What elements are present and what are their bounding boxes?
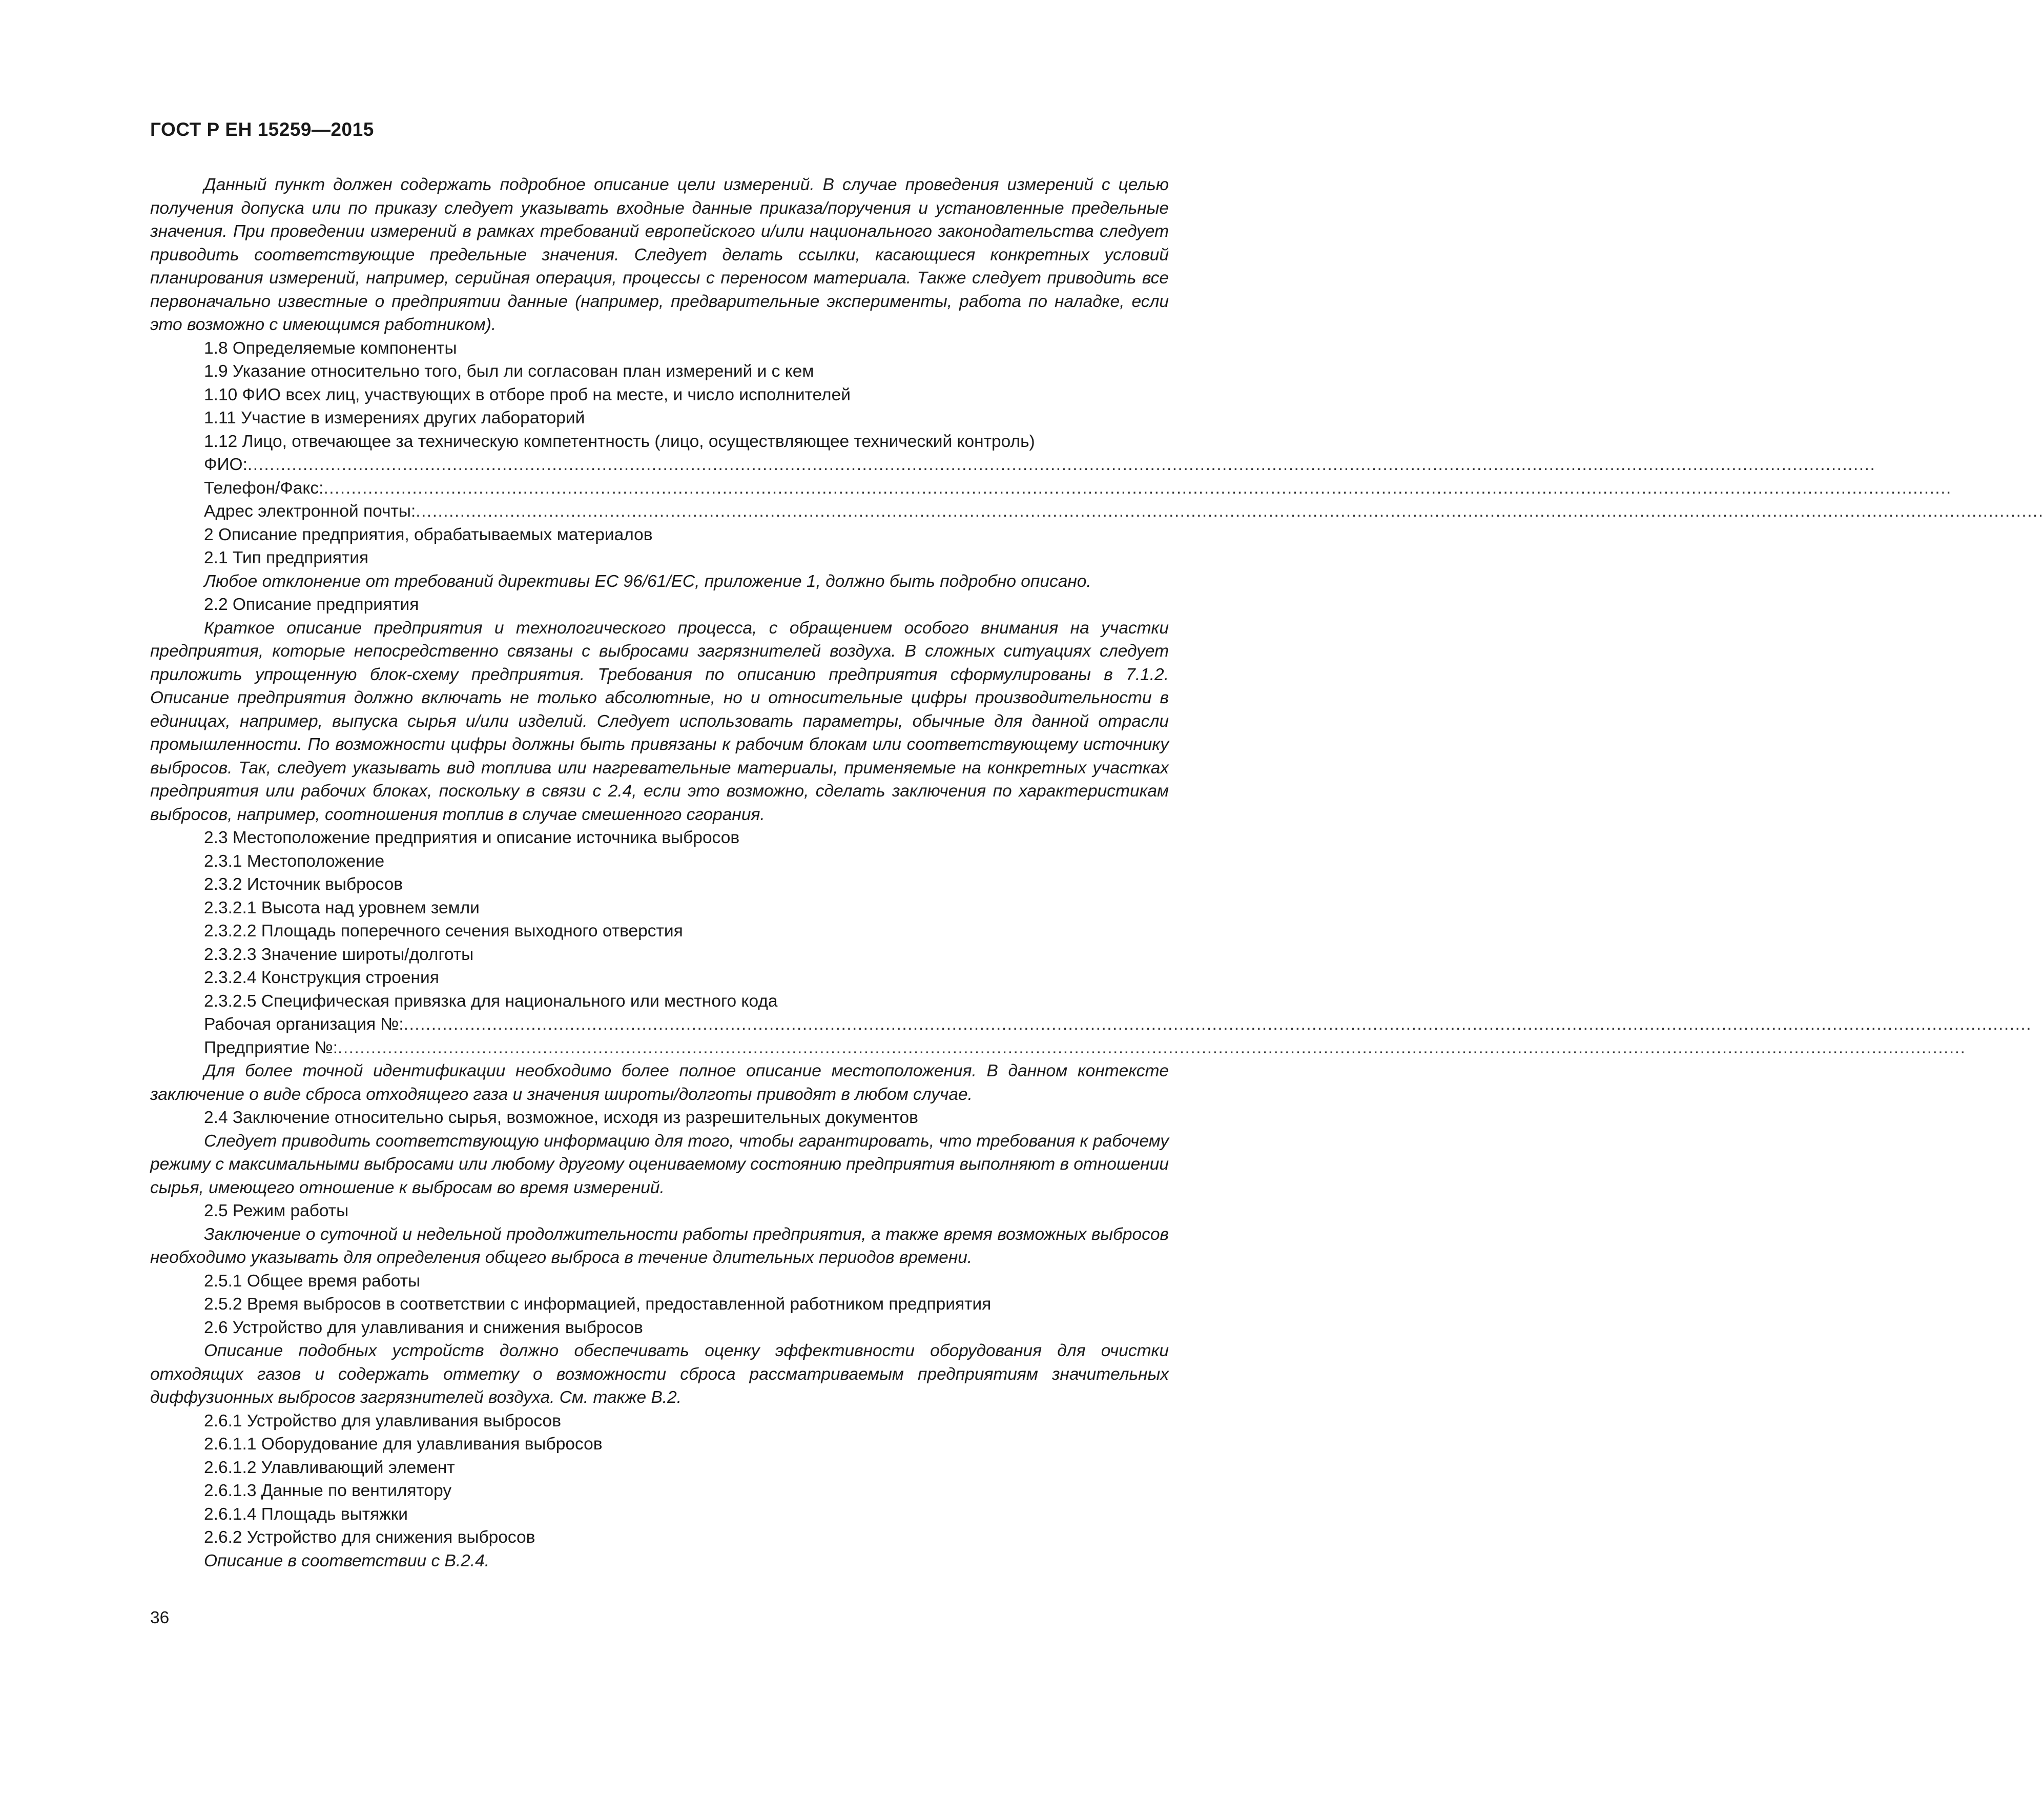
leader-dots: ......................................................................................................................................................................................................................................................................................................: [338, 1038, 1966, 1057]
paragraph-directive-deviation: Любое отклонение от требований директивы ЕС 96/61/ЕС, приложение 1, должно быть подробно описано.: [204, 571, 1091, 591]
paragraph-reference-b-2-4: Описание в соответствии с В.2.4.: [204, 1551, 490, 1570]
item-2-6-1-3: 2.6.1.3 Данные по вентилятору: [204, 1481, 452, 1500]
field-label: Рабочая организация №:: [204, 1015, 404, 1034]
item-2-3-2-1: 2.3.2.1 Высота над уровнем земли: [204, 898, 480, 917]
item-2-6-1-1: 2.6.1.1 Оборудование для улавливания выбросов: [204, 1435, 603, 1454]
item-2-3-2-2: 2.3.2.2 Площадь поперечного сечения выходного отверстия: [204, 922, 683, 941]
paragraph-abatement-devices: Описание подобных устройств должно обеспечивать оценку эффективности оборудования для очистки отходящих газов и содержать отметку о возможности сброса рассматриваемым предприятиям значительных диффузионных выбросов загрязнителей воздуха. См. также В.2.: [150, 1341, 1169, 1407]
field-full-name: [150, 453, 1876, 477]
document-header: ГОСТ Р ЕН 15259—2015: [150, 119, 374, 140]
paragraph-location-identification: Для более точной идентификации необходимо более полное описание местоположения. В данном контексте заключение о виде сброса отходящего газа и значения широты/долготы приводят в любом случае.: [150, 1061, 1169, 1104]
paragraph-enterprise-description: Краткое описание предприятия и технологического процесса, с обращением особого внимания на участки предприятия, которые непосредственно связаны с выбросами загрязнителей воздуха. В сложных ситуациях следует приложить упрощенную блок-схему предприятия. Требования по описанию предприятия сформулированы в 7.1.2. Описание предприятия должно включать не только абсолютные, но и относительные цифры производительности в единицах, например, выпуска сырья и/или изделий. Следует использовать параметры, обычные для данной отрасли промышленности. По возможности цифры должны быть привязаны к рабочим блокам или соответствующему источнику выбросов. Так, следует указывать вид топлива или нагревательные материалы, применяемые на конкретных участках предприятия или рабочих блоках, поскольку в связи с 2.4, если это возможно, сделать заключения по характеристикам выбросов, например, соотношения топлив в случае смешенного сгорания.: [150, 618, 1169, 824]
item-2-6-1-2: 2.6.1.2 Улавливающий элемент: [204, 1458, 455, 1477]
item-1-10: 1.10 ФИО всех лиц, участвующих в отборе проб на месте, и число исполнителей: [204, 385, 851, 404]
item-2-6-1: 2.6.1 Устройство для улавливания выбросов: [204, 1411, 561, 1431]
item-2-3-2-5: 2.3.2.5 Специфическая привязка для национального или местного кода: [204, 991, 778, 1011]
item-2-3-1: 2.3.1 Местоположение: [204, 851, 385, 871]
item-2-3-2-3: 2.3.2.3 Значение широты/долготы: [204, 945, 474, 964]
item-2-2: 2.2 Описание предприятия: [204, 595, 419, 614]
item-2-3-2: 2.3.2 Источник выбросов: [204, 875, 403, 894]
page-number: 36: [150, 1608, 170, 1627]
item-2-6-1-4: 2.6.1.4 Площадь вытяжки: [204, 1504, 408, 1524]
paragraph-operating-mode: Заключение о суточной и недельной продолжительности работы предприятия, а также время возможных выбросов необходимо указывать для определения общего выброса в течение длительных периодов времени.: [150, 1224, 1169, 1267]
field-enterprise-number: [150, 1036, 1966, 1060]
field-label: Предприятие №:: [204, 1038, 338, 1057]
item-2-6: 2.6 Устройство для улавливания и снижения выбросов: [204, 1318, 643, 1337]
leader-dots: ......................................................................................................................................................................................................................................................................................................: [323, 478, 1952, 498]
field-phone-fax: [150, 477, 1952, 500]
item-2-3-2-4: 2.3.2.4 Конструкция строения: [204, 968, 439, 987]
field-work-organization-number: [150, 1013, 2032, 1036]
item-1-9: 1.9 Указание относительно того, был ли согласован план измерений и с кем: [204, 362, 814, 381]
item-2-5-1: 2.5.1 Общее время работы: [204, 1271, 421, 1291]
leader-dots: ......................................................................................................................................................................................................................................................................................................: [403, 1015, 2032, 1034]
item-2-4: 2.4 Заключение относительно сырья, возможное, исходя из разрешительных документов: [204, 1108, 918, 1127]
section-2-heading: 2 Описание предприятия, обрабатываемых материалов: [204, 525, 653, 544]
item-2-3: 2.3 Местоположение предприятия и описание источника выбросов: [204, 828, 740, 847]
item-2-6-2: 2.6.2 Устройство для снижения выбросов: [204, 1528, 535, 1547]
leader-dots: ......................................................................................................................................................................................................................................................................................................: [247, 455, 1876, 474]
paragraph-measurement-purpose: Данный пункт должен содержать подробное описание цели измерений. В случае проведения измерений с целью получения допуска или по приказу следует указывать входные данные приказа/поручения и установленные предельные значения. При проведении измерений в рамках требований европейского и/или национального законодательства следует приводить соответствующие предельные значения. Следует делать ссылки, касающиеся конкретных условий планирования измерений, например, серийная операция, процессы с переносом материала. Также следует приводить все первоначально известные о предприятии данные (например, предварительные эксперименты, работа по наладке, если это возможно с имеющимся работником).: [150, 175, 1169, 334]
item-1-11: 1.11 Участие в измерениях других лабораторий: [204, 408, 585, 427]
field-label: Адрес электронной почты:: [204, 502, 416, 521]
leader-dots: ......................................................................................................................................................................................................................................................................................................: [416, 502, 2044, 521]
item-2-5-2: 2.5.2 Время выбросов в соответствии с информацией, предоставленной работником предприятия: [204, 1295, 992, 1314]
item-2-5: 2.5 Режим работы: [204, 1201, 349, 1220]
field-label: ФИО:: [204, 455, 247, 474]
paragraph-raw-materials: Следует приводить соответствующую информацию для того, чтобы гарантировать, что требования к рабочему режиму с максимальными выбросами или любому другому оцениваемому состоянию предприятия выполняют в отношении сырья, имеющего отношение к выбросам во время измерений.: [150, 1131, 1169, 1197]
field-label: Телефон/Факс:: [204, 478, 324, 498]
item-2-1: 2.1 Тип предприятия: [204, 548, 369, 567]
item-1-12: 1.12 Лицо, отвечающее за техническую компетентность (лицо, осуществляющее технический контроль): [204, 432, 1035, 451]
field-email: [150, 500, 2044, 523]
page-body: [150, 173, 2044, 1572]
item-1-8: 1.8 Определяемые компоненты: [204, 338, 457, 358]
